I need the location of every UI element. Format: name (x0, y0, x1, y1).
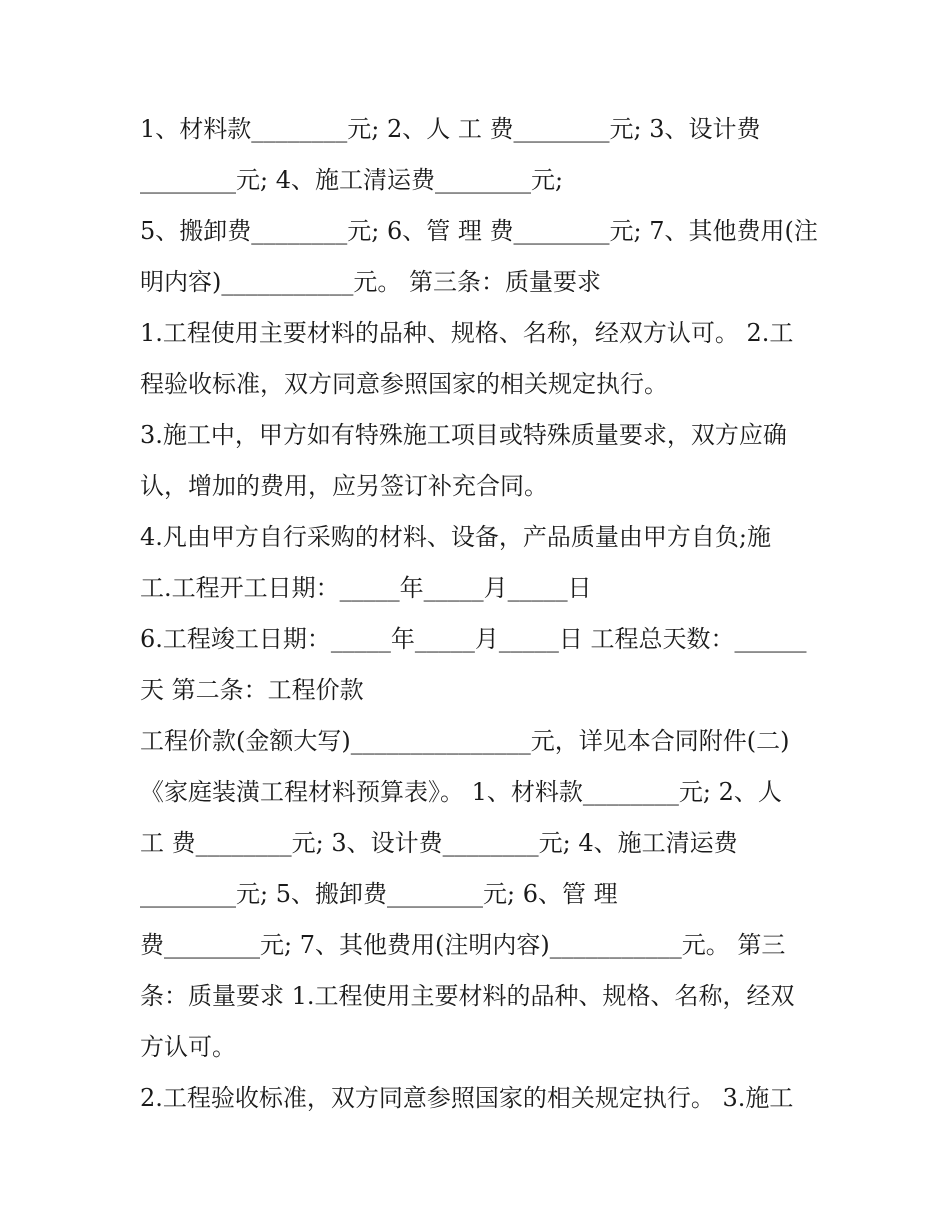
text-line: 天 第二条：工程价款 (140, 676, 364, 704)
text-line: 程验收标准，双方同意参照国家的相关规定执行。 (140, 370, 668, 398)
text-line: 2.工程验收标准，双方同意参照国家的相关规定执行。 3.施工 (140, 1084, 794, 1112)
text-line: 工程价款(金额大写)_______________元，详见本合同附件(二) (140, 727, 790, 755)
text-line: ________元; 4、施工清运费________元; (140, 166, 564, 194)
document-body (140, 104, 820, 1124)
text-line: 认，增加的费用，应另签订补充合同。 (140, 472, 548, 500)
text-line: 条：质量要求 1.工程使用主要材料的品种、规格、名称，经双 (140, 982, 795, 1010)
text-line: 3.施工中，甲方如有特殊施工项目或特殊质量要求，双方应确 (140, 421, 787, 449)
text-line: ________元; 5、搬卸费________元; 6、管 理 (140, 880, 618, 908)
text-line: 5、搬卸费________元; 6、管 理 费________元; 7、其他费用(注 (140, 217, 818, 245)
text-line: 《家庭装潢工程材料预算表》。 1、材料款________元; 2、人 (140, 778, 782, 806)
text-line: 费________元; 7、其他费用(注明内容)___________元。 第三 (140, 931, 786, 959)
text-line: 方认可。 (140, 1033, 236, 1061)
text-line: 明内容)___________元。 第三条：质量要求 (140, 268, 601, 296)
text-line: 工 费________元; 3、设计费________元; 4、施工清运费 (140, 829, 738, 857)
text-line: 6.工程竣工日期：_____年_____月_____日 工程总天数：______ (140, 625, 807, 653)
text-line: 1、材料款________元; 2、人 工 费________元; 3、设计费 (140, 115, 761, 143)
text-line: 工.工程开工日期：_____年_____月_____日 (140, 574, 592, 602)
text-line: 4.凡由甲方自行采购的材料、设备，产品质量由甲方自负;施 (140, 523, 771, 551)
text-line: 1.工程使用主要材料的品种、规格、名称，经双方认可。 2.工 (140, 319, 794, 347)
